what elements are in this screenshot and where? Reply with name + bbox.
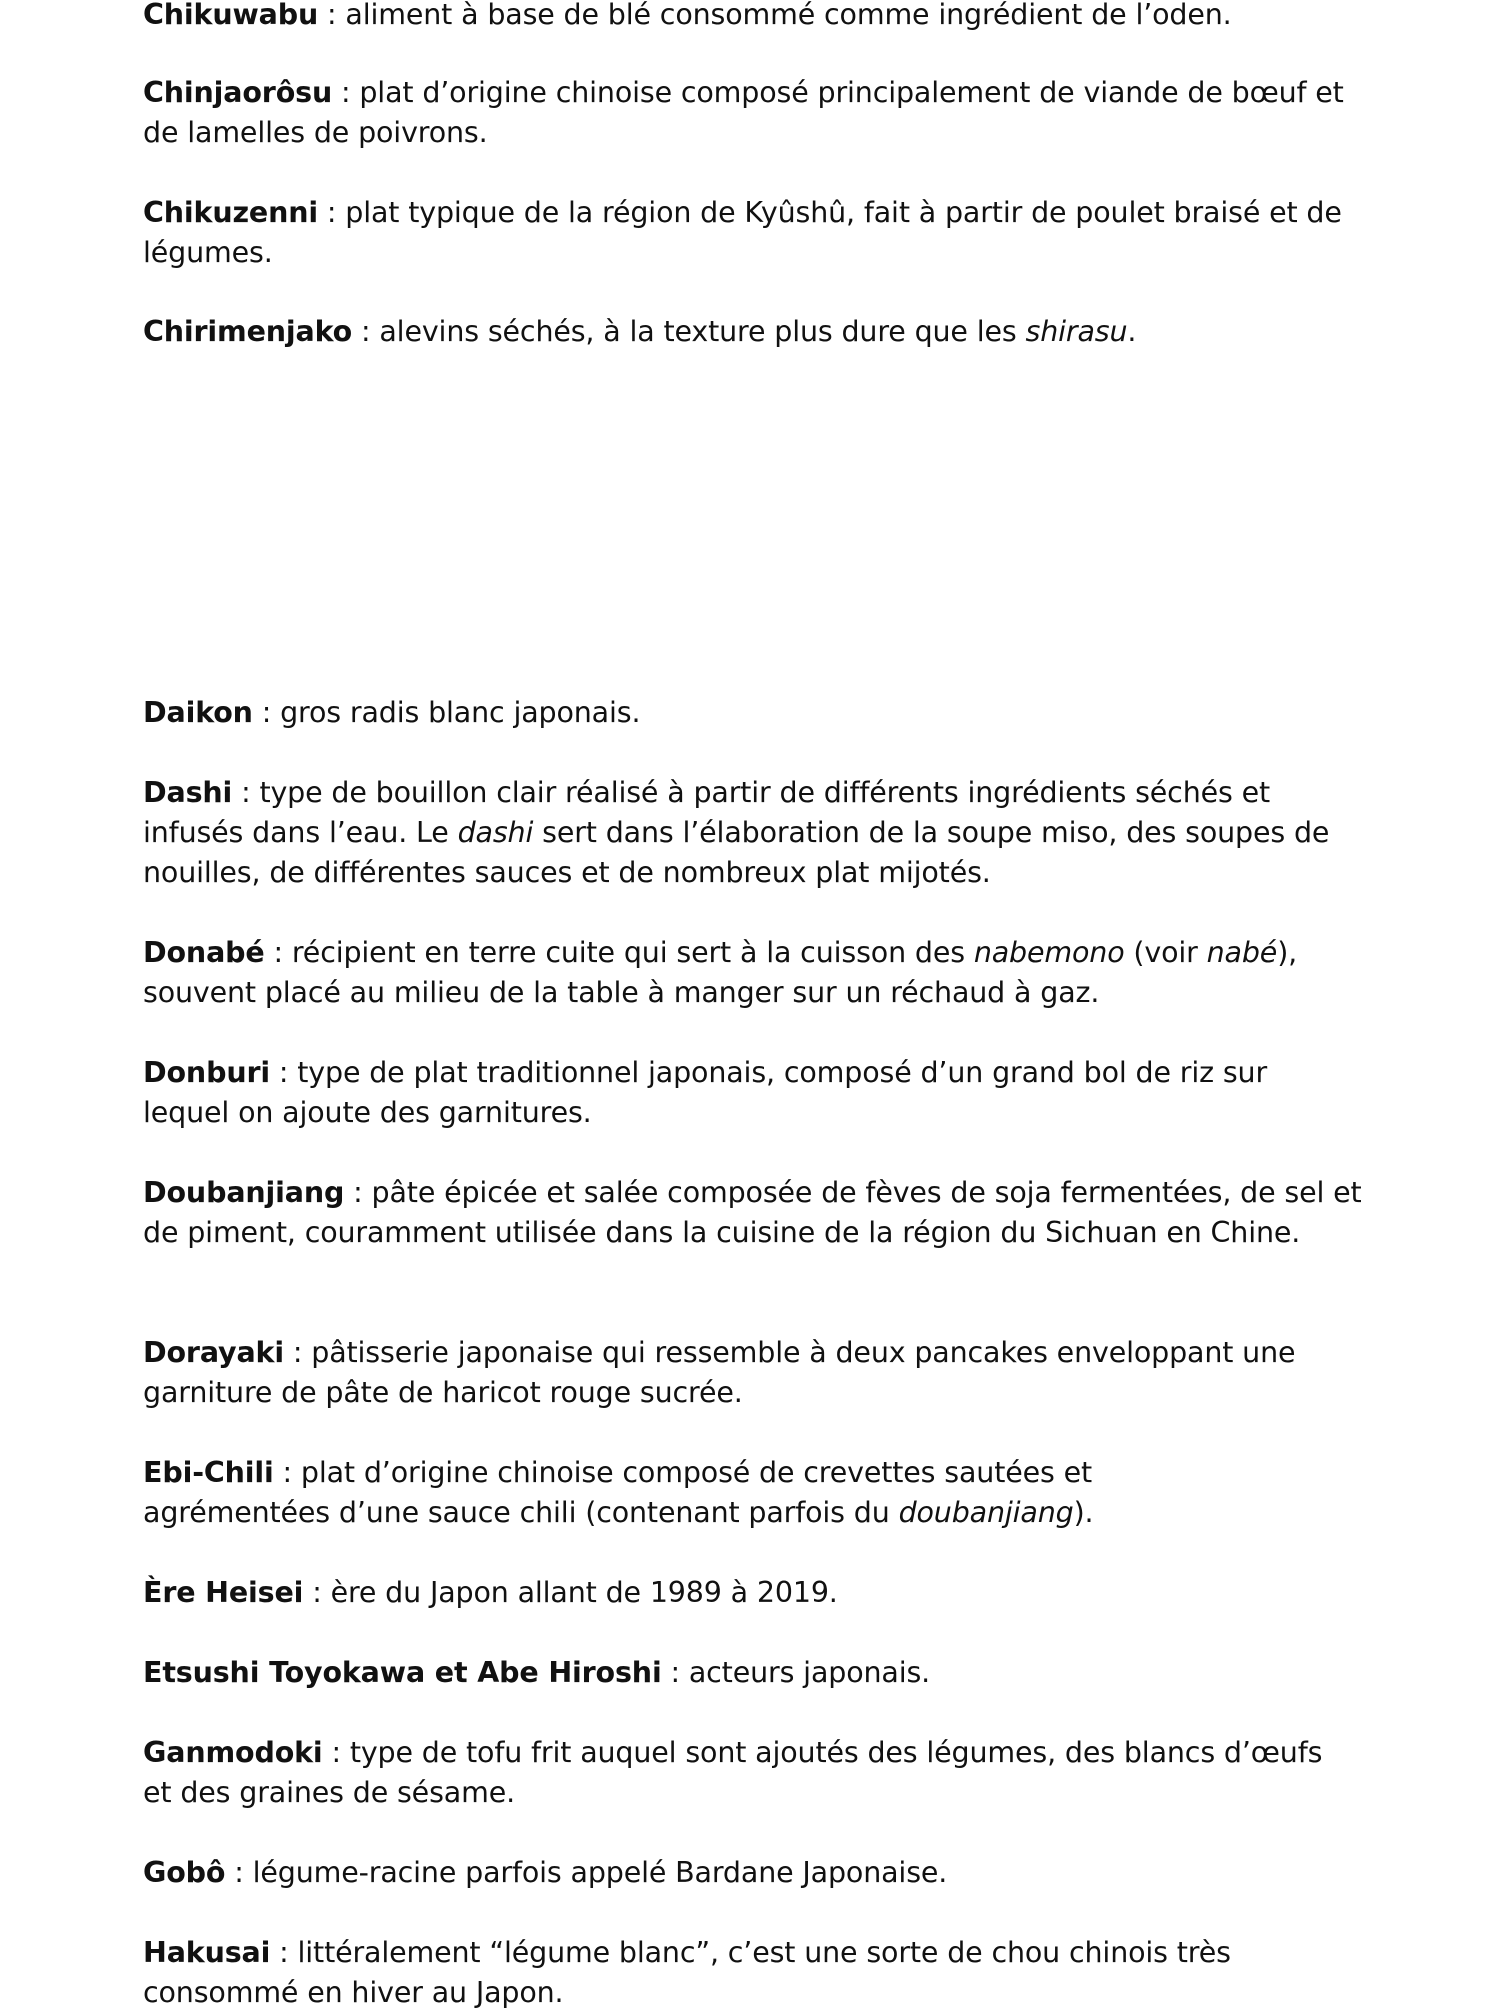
glossary-definition: : aliment à base de blé consommé comme ingrédient de l’oden. — [318, 0, 1232, 31]
glossary-definition: : plat d’origine chinoise composé de crevettes sautées et agrémentées d’une sauce chili (contenant parfois du — [143, 1456, 1093, 1529]
glossary-term: Chikuwabu — [143, 0, 319, 31]
glossary-definition: : pâtisserie japonaise qui ressemble à deux pancakes enveloppant une garniture de pâte de haricot rouge sucrée. — [143, 1336, 1296, 1409]
glossary-entry — [143, 773, 1373, 893]
glossary-definition: : récipient en terre cuite qui sert à la cuisson des — [264, 936, 974, 969]
glossary-definition: : pâte épicée et salée composée de fèves de soja fermentées, de sel et de piment, couramment utilisée dans la cuisine de la région du Sichuan en Chine. — [143, 1176, 1362, 1249]
glossary-definition: ), souvent placé au milieu de la table à manger sur un réchaud à gaz. — [143, 936, 1298, 1009]
glossary-term: Chirimenjako — [143, 315, 353, 348]
glossary-definition: : gros radis blanc japonais. — [252, 696, 641, 729]
glossary-term: Donburi — [143, 1056, 270, 1089]
glossary-entry — [143, 933, 1343, 1013]
glossary-definition-italic: nabemono — [973, 936, 1125, 969]
glossary-definition: sert dans l’élaboration de la soupe miso, des soupes de nouilles, de différentes sauces et de nombreux plat mijotés. — [143, 816, 1330, 889]
glossary-term: Doubanjiang — [143, 1176, 345, 1209]
glossary-definition: ). — [1073, 1496, 1094, 1529]
glossary-term: Gobô — [143, 1856, 226, 1889]
glossary-definition: : plat d’origine chinoise composé principalement de viande de bœuf et de lamelles de poivrons. — [143, 76, 1344, 149]
glossary-term: Ère Heisei — [143, 1576, 304, 1609]
glossary-entry — [143, 1573, 1393, 1613]
glossary-definition: (voir — [1124, 936, 1207, 969]
glossary-term: Ebi-Chili — [143, 1456, 274, 1489]
glossary-definition: : plat typique de la région de Kyûshû, fait à partir de poulet braisé et de légumes. — [143, 196, 1342, 269]
glossary-definition: : type de plat traditionnel japonais, composé d’un grand bol de riz sur lequel on ajoute des garnitures. — [143, 1056, 1268, 1129]
glossary-definition: . — [1127, 315, 1137, 348]
glossary-entry — [143, 1933, 1343, 2013]
glossary-term: Dashi — [143, 776, 233, 809]
glossary-term: Hakusai — [143, 1936, 271, 1969]
glossary-entry — [143, 0, 1383, 35]
glossary-term: Daikon — [143, 696, 253, 729]
glossary-term: Chinjaorôsu — [143, 76, 333, 109]
glossary-term: Donabé — [143, 936, 265, 969]
glossary-definition: : type de bouillon clair réalisé à partir de différents ingrédients séchés et infusés dans l’eau. Le — [143, 776, 1271, 849]
glossary-entry — [143, 1173, 1383, 1253]
glossary-definition: : littéralement “légume blanc”, c’est une sorte de chou chinois très consommé en hiver au Japon. — [143, 1936, 1231, 2009]
glossary-entry — [143, 693, 1393, 733]
glossary-term: Dorayaki — [143, 1336, 284, 1369]
glossary-entry — [143, 1733, 1343, 1813]
glossary-definition: : alevins séchés, à la texture plus dure que les — [352, 315, 1026, 348]
glossary-definition-italic: shirasu — [1025, 315, 1128, 348]
glossary-definition-italic: dashi — [457, 816, 534, 849]
glossary-definition: : acteurs japonais. — [661, 1656, 931, 1689]
glossary-entry — [143, 73, 1373, 153]
glossary-entry — [143, 1853, 1393, 1893]
glossary-term: Chikuzenni — [143, 196, 318, 229]
glossary-entry — [143, 312, 1393, 352]
glossary-definition-italic: doubanjiang — [898, 1496, 1074, 1529]
glossary-definition: : légume-racine parfois appelé Bardane Japonaise. — [225, 1856, 948, 1889]
glossary-entry — [143, 1053, 1343, 1133]
glossary-term: Etsushi Toyokawa et Abe Hiroshi — [143, 1656, 662, 1689]
glossary-term: Ganmodoki — [143, 1736, 323, 1769]
glossary-definition-italic: nabé — [1206, 936, 1278, 969]
glossary-entry — [143, 193, 1383, 273]
glossary-entry — [143, 1333, 1353, 1413]
glossary-definition: : type de tofu frit auquel sont ajoutés des légumes, des blancs d’œufs et des graines de sésame. — [143, 1736, 1323, 1809]
glossary-entry — [143, 1653, 1393, 1693]
glossary-entry — [143, 1453, 1243, 1533]
glossary-definition: : ère du Japon allant de 1989 à 2019. — [303, 1576, 838, 1609]
